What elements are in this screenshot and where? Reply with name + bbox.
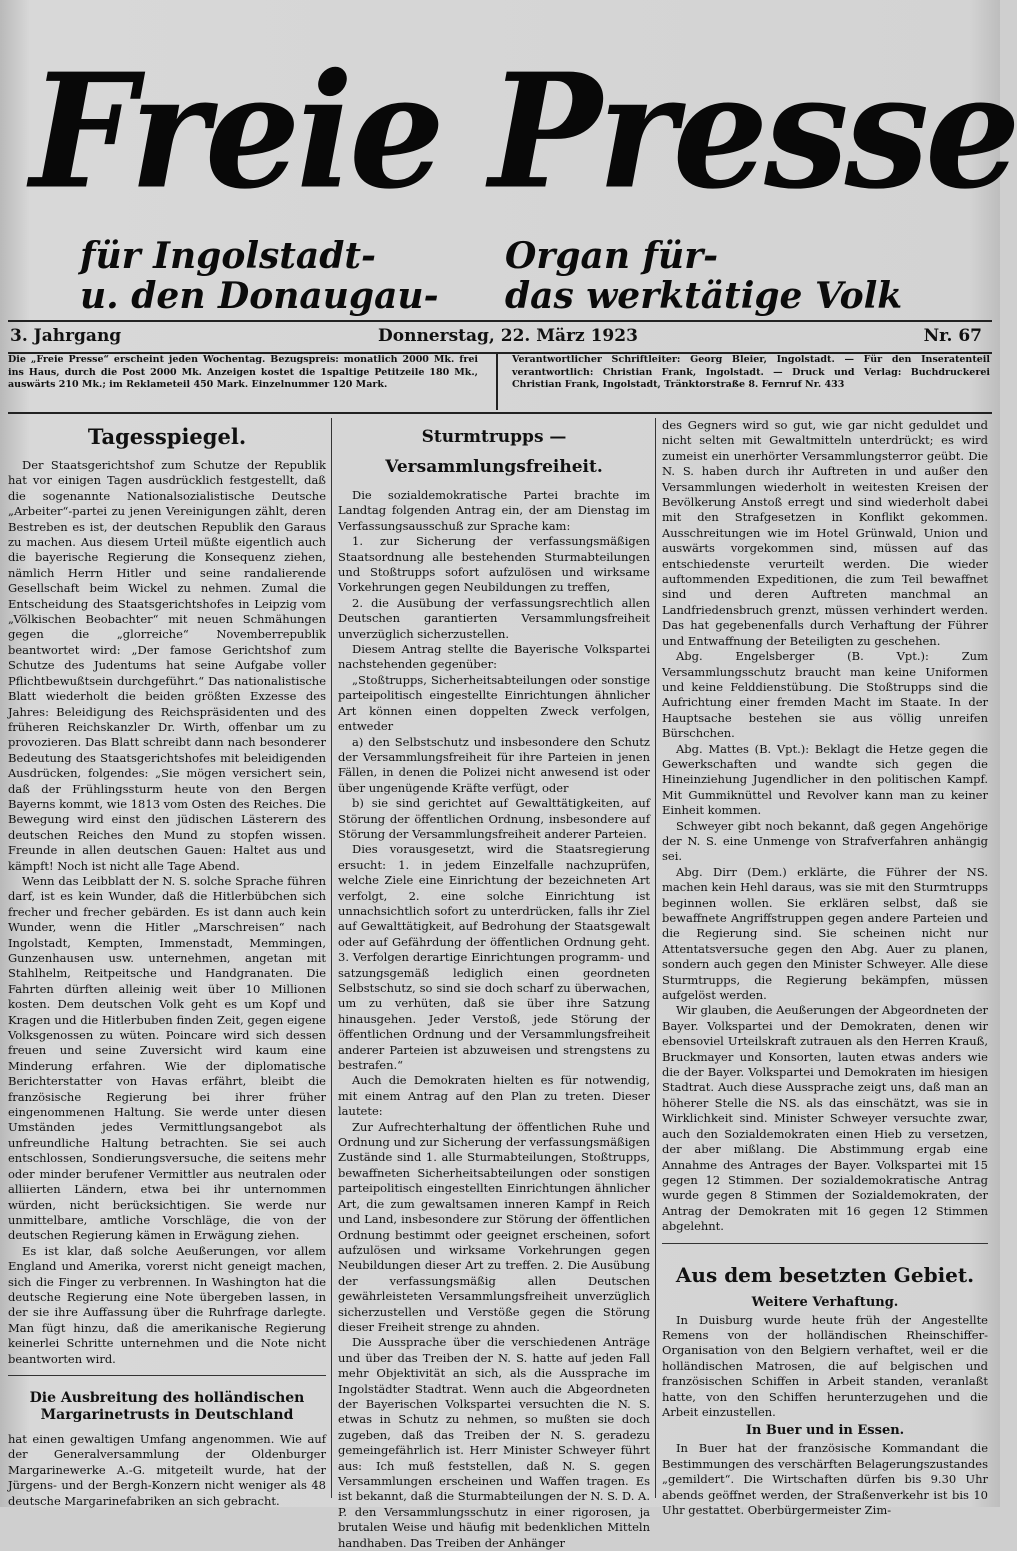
- dateline-bar: [8, 320, 992, 354]
- article-body: [338, 488, 650, 1551]
- article-body: [8, 458, 326, 1367]
- article-headline: Tagesspiegel.: [87, 424, 247, 449]
- sub-article-body: [662, 1313, 988, 1421]
- subtitle-left-line1: für Ingolstadt-: [80, 235, 376, 277]
- paragraph: Zur Aufrechterhaltung der öffentlichen Ruhe und Ordnung und zur Sicherung der verfassungsmäßigen Zustände sind 1. alle Sturmabteilungen, Stoßtrupps, bewaffneten Sicherheitsabteilungen oder sonstigen parteipolitisch eingestellten Einrichtungen ähnlicher Art, die zum gewaltsamen inneren Kampf in Reich und Land, insbesondere zur Störung der öffentlichen Ordnung bestimmt oder geeignet erscheinen, sofort aufzulösen und wirksame Vorkehrungen gegen Neubildungen dieser Art zu treffen. 2. Die Ausübung der verfassungsmäßig allen Deutschen gewährleisteten Versammlungsfreiheit unverzüglich sicherzustellen und Verstöße gegen die Störung dieser Freiheit strenge zu ahnden.: [338, 1119, 650, 1334]
- paragraph: Schweyer gibt noch bekannt, daß gegen Angehörige der N. S. eine Unmenge von Strafverfahren anhängig sei.: [662, 818, 988, 864]
- paragraph: Auch die Demokraten hielten es für notwendig, mit einem Antrag auf den Plan zu treten. Dieser lautete:: [338, 1073, 650, 1119]
- section-body: [8, 1432, 326, 1509]
- paragraph: In Buer hat der französische Kommandant die Bestimmungen des verschärften Belagerungszustandes „gemildert“. Die Wirtschaften dürfen bis 9.30 Uhr abends geöffnet werden, der Straßenverkehr ist bis 10 Uhr gestattet. Oberbürgermeister Zim-: [662, 1441, 988, 1517]
- imprint-info: Verantwortlicher Schriftleiter: Georg Bleier, Ingolstadt. — Für den Inseratenteil verantwortlich: Christian Frank, Ingolstadt. — Druck und Verlag: Buchdruckerei Christian Frank, Ingolstadt, Tränktorstraße 8. Fernruf Nr. 433: [512, 354, 990, 390]
- paragraph: Abg. Mattes (B. Vpt.): Beklagt die Hetze gegen die Gewerkschaften und wandte sich gegen die Hineinziehung Jugendlicher in den politischen Kampf. Mit Gummiknüttel und Revolver kann man zu keiner Einheit kommen.: [662, 741, 988, 818]
- subtitle-left-line2: u. den Donaugau-: [80, 275, 439, 317]
- masthead-title: Freie Presse: [30, 39, 1017, 225]
- article-headline: Sturmtrupps — Versammlungsfreiheit.: [385, 427, 603, 477]
- section-headline: Die Ausbreitung des holländischen Margarinetrusts in Deutschland: [29, 1389, 305, 1423]
- paragraph: Dies vorausgesetzt, wird die Staatsregierung ersucht: 1. in jedem Einzelfalle nachzuprüfen, welche Ziele eine Einrichtung der bezeichneten Art verfolgt, 2. eine solche Einrichtung ist unnachsichtlich sofort zu unterdrücken, falls ihr Ziel auf Gewalttätigkeit, auf Bedrohung der Staatsgewalt oder auf Gefährdung der öffentlichen Ordnung geht. 3. Verfolgen derartige Einrichtungen programm- und satzungsgemäß lediglich einen geordneten Selbstschutz, so sind sie doch scharf zu überwachen, um zu verhüten, daß sie über ihre Satzung hinausgehen. Jeder Verstoß, jede Störung der öffentlichen Ordnung und der Versammlungsfreiheit anderer Parteien ist abzuweisen und strengstens zu bestrafen.“: [338, 842, 650, 1073]
- sub-article-body: [662, 1441, 988, 1518]
- paragraph: b) sie sind gerichtet auf Gewalttätigkeiten, auf Störung der öffentlichen Ordnung, insbesondere auf Störung der Versammlungsfreiheit anderer Parteien.: [338, 796, 650, 841]
- sub-headline: Weitere Verhaftung.: [751, 1294, 899, 1310]
- paragraph: Diesem Antrag stellte die Bayerische Volkspartei nachstehenden gegenüber:: [338, 642, 650, 672]
- section-divider: [8, 1375, 326, 1376]
- paragraph: Der Staatsgerichtshof zum Schutze der Republik hat vor einigen Tagen ausdrücklich festgestellt, daß die sogenannte Nationalsozialistische Deutsche „Arbeiter“-partei zu jenen Vereinigungen zählt, deren Bestreben es ist, der deutschen Republik den Garaus zu machen. Aus diesem Urteil müßte eigentlich auch die bayerische Regierung die Konsequenz ziehen, nämlich Herrn Hitler und seine randalierende Gesellschaft beim Wickel zu nehmen. Zumal die Entscheidung des Staatsgerichtshofes in Leipzig vom „Völkischen Beobachter“ mit neuen Schmähungen gegen die „glorreiche“ Novemberrepublik beantwortet wird: „Der famose Gerichtshof zum Schutze des Judentums hat seine Aufgabe voller Pflichtbewußtsein durchgeführt.“ Das nationalistische Blatt wiederholt die beiden größten Exzesse des Jahres: Beleidigung des Reichspräsidenten und des früheren Reichskanzler Dr. Wirth, offenbar um zu provozieren. Das Blatt schreibt dann nach besonderer Bedeutung des Staatsgerichtshofes mit beleidigenden Ausdrücken, folgendes: „Sie mögen versichert sein, daß der Frühlingssturm heute von den Bergen Bayerns kommt, wie 1813 vom Osten des Reiches. Die Bewegung wird einst den jüdischen Lästerern des deutschen Reiches den Mund zu stopfen wissen. Freunde in allen deutschen Gauen: Haltet aus und kämpft! Noch ist nicht alle Tage Abend.: [8, 458, 326, 873]
- column-1: [8, 418, 326, 1508]
- section-divider: [662, 1243, 988, 1244]
- paragraph: „Stoßtrupps, Sicherheitsabteilungen oder sonstige parteipolitisch eingestellte Einrichtungen ähnlicher Art können einen doppelten Zweck verfolgen, entweder: [338, 672, 650, 734]
- subtitle-right-line2: das werktätige Volk: [505, 275, 903, 317]
- issue-date: Donnerstag, 22. März 1923: [378, 326, 638, 346]
- paragraph: 1. zur Sicherung der verfassungsmäßigen Staatsordnung alle bestehenden Sturmabteilungen und Stoßtrupps sofort aufzulösen und wirksame Vorkehrungen gegen Neubildungen zu treffen,: [338, 534, 650, 595]
- header-rule: [8, 412, 992, 414]
- paragraph: Die sozialdemokratische Partei brachte im Landtag folgenden Antrag ein, der am Dienstag im Verfassungsausschuß zur Sprache kam:: [338, 488, 650, 533]
- column-2: [338, 418, 650, 1550]
- paragraph: Die Aussprache über die verschiedenen Anträge und über das Treiben der N. S. hatte auf jeden Fall mehr Objektivität an sich, als die Aussprache im Ingolstädter Stadtrat. Wenn auch die Abgeordneten der Bayerischen Volkspartei versuchten die N. S. etwas in Schutz zu nehmen, so mußten sie doch zugeben, daß das Treiben der N. S. geradezu gemeingefährlich ist. Herr Minister Schweyer führt aus: Ich muß feststellen, daß N. S. gegen Versammlungen erscheinen und Waffen tragen. Es ist bekannt, daß die Sturmabteilungen der N. S. D. A. P. den Versammlungsschutz in einer rigorosen, ja brutalen Weise und häufig mit bedenklichen Mitteln handhaben. Das Treiben der Anhänger: [338, 1335, 650, 1550]
- paragraph: Abg. Dirr (Dem.) erklärte, die Führer der NS. machen kein Hehl daraus, was sie mit den Sturmtrupps beginnen wollen. Sie erklären selbst, daß sie bewaffnete Angriffstruppen gegen andere Parteien und die Regierung sind. Sie scheinen nicht nur Attentatsversuche gegen den Abg. Auer zu planen, sondern auch gegen den Minister Schweyer. Alle diese Sturmtrupps, die Regierung bekämpfen, müssen aufgelöst werden.: [662, 864, 988, 1003]
- issue-number: Nr. 67: [923, 326, 982, 346]
- sub-headline: In Buer und in Essen.: [745, 1423, 905, 1439]
- paragraph: a) den Selbstschutz und insbesondere den Schutz der Versammlungsfreiheit für ihre Parteien in jenen Fällen, in denen die Polizei nicht anwesend ist oder über ungenügende Kräfte verfügt, oder: [338, 734, 650, 795]
- subscription-info: Die „Freie Presse“ erscheint jeden Wochentag. Bezugspreis: monatlich 2000 Mk. frei ins Haus, durch die Post 2000 Mk. Anzeigen kostet die 1spaltige Petitzeile 180 Mk., auswärts 210 Mk.; im Reklameteil 450 Mark. Einzelnummer 120 Mark.: [8, 354, 478, 390]
- article-continuation: [662, 418, 988, 1235]
- paragraph: Wenn das Leibblatt der N. S. solche Sprache führen darf, ist es kein Wunder, daß die Hitlerbübchen sich frecher und frecher gebärden. Es ist dann auch kein Wunder, wenn die Hitler „Marschreisen“ nach Ingolstadt, Kempten, Immenstadt, Memmingen, Gunzenhausen usw. unternehmen, angetan mit Stahlhelm, Reitpeitsche und Handgranaten. Die Fahrten dürften alleinig weit über 10 Millionen kosten. Dem deutschen Volk geht es um Kopf und Kragen und die Hitlerbuben finden Zeit, gegen eigene Volksgenossen zu wüten. Poincare wird sich dessen freuen und seine Zuversicht wird kaum eine Minderung erfahren. Wie der diplomatische Berichterstatter von Havas erfährt, bleibt die französische Regierung bei ihrer früher eingenommenen Haltung. Sie werde unter diesen Umständen jedes Vermittlungsangebot als unfreundliche Haltung betrachten. Sie sei auch entschlossen, Sondierungsversuche, die seitens mehr oder minder berufener Vermittler aus neutralen oder alliierten Ländern, etwa bei ihr unternommen würden, nicht berücksichtigen. Sie werde nur unmittelbare, amtliche Vorschläge, die von der deutschen Regierung kämen in Erwägung ziehen.: [8, 873, 326, 1243]
- paragraph: 2. die Ausübung der verfassungsrechtlich allen Deutschen garantierten Versammlungsfreiheit unverzüglich sicherzustellen.: [338, 595, 650, 641]
- paragraph: Es ist klar, daß solche Aeußerungen, vor allem England und Amerika, vorerst nicht geneigt machen, sich die Finger zu verbrennen. In Washington hat die deutsche Regierung eine Note übergeben lassen, in der sie ihre Auffassung über die Ruhrfrage darlegte. Man fügt hinzu, daß die amerikanische Regierung keinerlei Schritte unternehmen und die Note nicht beantworten wird.: [8, 1243, 326, 1366]
- paragraph: Wir glauben, die Aeußerungen der Abgeordneten der Bayer. Volkspartei und der Demokraten, denen wir ebensoviel Urteilskraft zutrauen als den Herren Krauß, Bruckmayer und Konsorten, lauten etwas anders wie die der Bayer. Volkspartei und Demokraten im hiesigen Stadtrat. Auch diese Aussprache zeigt uns, daß man an höherer Stelle die NS. als das einschätzt, was sie in Wirklichkeit sind. Minister Schweyer versuchte zwar, auch den Sozialdemokraten einen Hieb zu versetzen, der aber mißlang. Die Abstimmung ergab eine Annahme des Antrages der Bayer. Volkspartei mit 15 gegen 12 Stimmen. Der sozialdemokratische Antrag wurde gegen 8 Stimmen der Sozialdemokraten, der Antrag der Demokraten mit 16 gegen 12 Stimmen abgelehnt.: [662, 1003, 988, 1234]
- column-3: [662, 418, 988, 1517]
- subtitle-right-line1: Organ für-: [505, 235, 719, 277]
- paragraph: Abg. Engelsberger (B. Vpt.): Zum Versammlungsschutz braucht man keine Uniformen und keine Felddienstübung. Die Stoßtrupps sind die Aufrichtung einer fremden Macht im Staate. In der Hauptsache bestehen sie aus völlig unreifen Bürschchen.: [662, 649, 988, 741]
- paragraph: In Duisburg wurde heute früh der Angestellte Remens von der holländischen Rheinschiffer-Organisation von den Belgiern verhaftet, weil er die holländischen Matrosen, die auf belgischen und französischen Schiffen in Arbeit standen, veranlaßt hatte, von den Schiffen herunterzugehen und die Arbeit einzustellen.: [662, 1312, 988, 1419]
- column-divider: [655, 418, 656, 1498]
- masthead-subtitle-left: [80, 236, 500, 316]
- paragraph: des Gegners wird so gut, wie gar nicht geduldet und nicht selten mit Gewaltmitteln unterdrückt; es wird zumeist ein unerhörter Versammlungsterror geübt. Die N. S. haben durch ihr Auftreten in und außer den Versammlungen wiederholt in weitesten Kreisen der Bevölkerung Anstoß erregt und sind wiederholt dabei mit den Strafgesetzen in Konflikt gekommen. Ausschreitungen wie im Hotel Grünwald, Union und auswärts vorgekommen sind, müssen auf das entschiedenste verurteilt werden. Die wieder auftommenden Expeditionen, die zum Teil bewaffnet sind und deren Auftreten manchmal an Landfriedensbruch grenzt, müssen verhindert werden. Das hat gegebenenfalls durch Verhaftung der Führer und Entwaffnung der Beteiligten zu geschehen.: [662, 418, 988, 648]
- volume-year: 3. Jahrgang: [10, 326, 122, 346]
- info-divider: [496, 352, 498, 410]
- paragraph: hat einen gewaltigen Umfang angenommen. Wie auf der Generalversammlung der Oldenburger Margarinewerke A.-G. mitgeteilt wurde, hat der Jürgens- und der Bergh-Konzern nicht weniger als 48 deutsche Margarinefabriken an sich gebracht.: [8, 1431, 326, 1508]
- column-divider: [331, 418, 332, 1498]
- masthead-subtitle-right: [505, 236, 955, 316]
- section-headline: Aus dem besetzten Gebiet.: [675, 1262, 975, 1287]
